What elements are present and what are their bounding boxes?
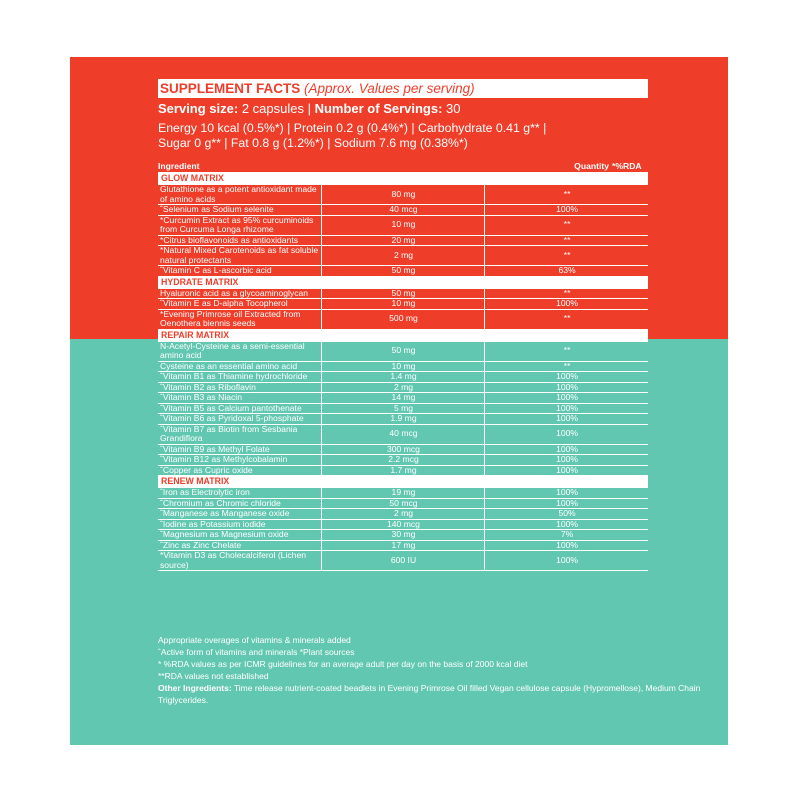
quantity-cell: 300 mcg: [321, 444, 484, 455]
quantity-cell: 50 mg: [321, 341, 484, 361]
ingredient-cell: ˆIron as Electrolytic iron: [158, 488, 321, 499]
ingredient-cell: *Vitamin D3 as Cholecalciferol (Lichen source): [158, 551, 321, 571]
rda-cell: 100%: [485, 551, 648, 571]
quantity-cell: 5 mg: [321, 403, 484, 414]
table-row: [158, 309, 648, 329]
table-row: [158, 288, 648, 299]
section-title: RENEW MATRIX: [158, 476, 648, 488]
footnote-overages: Appropriate overages of vitamins & minerals added: [158, 635, 351, 645]
nutrition-summary: [158, 121, 648, 151]
facts-subtitle: (Approx. Values per serving): [304, 81, 475, 96]
other-ingredients-text: Time release nutrient-coated beadlets in Evening Primrose Oil filled Vegan cellulose capsule (Hypromellose), Medium Chain Triglycerides.: [158, 683, 701, 705]
table-row: [158, 393, 648, 404]
section-header: [158, 329, 648, 341]
quantity-cell: 30 mg: [321, 530, 484, 541]
quantity-cell: 10 mg: [321, 215, 484, 235]
ingredient-cell: ˆChromium as Chromic chloride: [158, 498, 321, 509]
rda-cell: 100%: [485, 414, 648, 425]
serving-size-value: 2 capsules |: [238, 101, 315, 116]
rda-cell: 100%: [485, 540, 648, 551]
section-header: [158, 476, 648, 488]
table-row: [158, 382, 648, 393]
rda-cell: 100%: [485, 393, 648, 404]
table-row: [158, 205, 648, 216]
rda-cell: 100%: [485, 424, 648, 444]
rda-cell: 100%: [485, 205, 648, 216]
serving-size-label: Serving size:: [158, 101, 239, 116]
footnotes: [158, 634, 718, 706]
facts-title: SUPPLEMENT FACTS: [160, 81, 301, 96]
table-row: [158, 530, 648, 541]
nutrition-line-2: Sugar 0 g** | Fat 0.8 g (1.2%*) | Sodium 7.6 mg (0.38%*): [158, 136, 468, 150]
quantity-cell: 2.2 mcg: [321, 455, 484, 466]
servings-label: Number of Servings:: [314, 101, 443, 116]
table-row: [158, 372, 648, 383]
quantity-cell: 600 IU: [321, 551, 484, 571]
ingredient-cell: ˆManganese as Manganese oxide: [158, 509, 321, 520]
ingredient-cell: ˆVitamin B7 as Biotin from Sesbania Grandiflora: [158, 424, 321, 444]
other-ingredients: [158, 682, 718, 706]
ingredient-cell: N-Acetyl-Cysteine as a semi-essential amino acid: [158, 341, 321, 361]
rda-cell: **: [485, 361, 648, 372]
table-row: [158, 465, 648, 476]
section-header: [158, 276, 648, 288]
table-row: [158, 403, 648, 414]
quantity-cell: 50 mg: [321, 288, 484, 299]
rda-cell: **: [485, 246, 648, 266]
table-row: [158, 424, 648, 444]
quantity-cell: 50 mcg: [321, 498, 484, 509]
ingredient-cell: ˆVitamin B6 as Pyridoxal 5-phosphate: [158, 414, 321, 425]
column-ingredient: Ingredient: [158, 161, 200, 171]
ingredient-cell: ˆVitamin B5 as Calcium pantothenate: [158, 403, 321, 414]
ingredient-cell: Cysteine as an essential amino acid: [158, 361, 321, 372]
table-row: [158, 341, 648, 361]
quantity-cell: 140 mcg: [321, 519, 484, 530]
quantity-cell: 500 mg: [321, 309, 484, 329]
ingredient-cell: ˆCopper as Cupric oxide: [158, 465, 321, 476]
quantity-cell: 80 mg: [321, 185, 484, 205]
rda-cell: 100%: [485, 465, 648, 476]
table-row: [158, 455, 648, 466]
table-row: [158, 498, 648, 509]
rda-cell: 50%: [485, 509, 648, 520]
quantity-cell: 14 mg: [321, 393, 484, 404]
quantity-cell: 2 mg: [321, 509, 484, 520]
servings-value: 30: [442, 101, 461, 116]
table-row: [158, 509, 648, 520]
title-bar: [158, 79, 648, 98]
table-row: [158, 246, 648, 266]
table-row: [158, 540, 648, 551]
rda-cell: 100%: [485, 403, 648, 414]
rda-cell: 7%: [485, 530, 648, 541]
table-row: [158, 444, 648, 455]
section-title: REPAIR MATRIX: [158, 329, 648, 341]
column-rda: *%RDA: [612, 161, 642, 171]
ingredients-body: [158, 173, 648, 571]
rda-cell: 100%: [485, 498, 648, 509]
table-row: [158, 185, 648, 205]
ingredient-cell: ˆMagnesium as Magnesium oxide: [158, 530, 321, 541]
quantity-cell: 19 mg: [321, 488, 484, 499]
rda-cell: **: [485, 309, 648, 329]
quantity-cell: 40 mcg: [321, 205, 484, 216]
section-header: [158, 173, 648, 185]
rda-cell: 100%: [485, 372, 648, 383]
rda-cell: 100%: [485, 519, 648, 530]
quantity-cell: 1.4 mg: [321, 372, 484, 383]
section-title: HYDRATE MATRIX: [158, 276, 648, 288]
rda-cell: 100%: [485, 299, 648, 310]
quantity-cell: 50 mg: [321, 266, 484, 277]
rda-cell: 100%: [485, 444, 648, 455]
section-title: GLOW MATRIX: [158, 173, 648, 185]
quantity-cell: 1.9 mg: [321, 414, 484, 425]
ingredient-cell: ˆVitamin B9 as Methyl Folate: [158, 444, 321, 455]
quantity-cell: 1.7 mg: [321, 465, 484, 476]
quantity-cell: 10 mg: [321, 299, 484, 310]
ingredient-cell: ˆVitamin E as D-alpha Tocopherol: [158, 299, 321, 310]
rda-cell: **: [485, 288, 648, 299]
table-row: [158, 414, 648, 425]
quantity-cell: 2 mg: [321, 246, 484, 266]
ingredient-cell: ˆVitamin B2 as Riboflavin: [158, 382, 321, 393]
facts-content: [158, 79, 648, 571]
rda-cell: 100%: [485, 488, 648, 499]
ingredient-cell: ˆVitamin C as L-ascorbic acid: [158, 266, 321, 277]
table-row: [158, 235, 648, 246]
rda-cell: 100%: [485, 382, 648, 393]
quantity-cell: 17 mg: [321, 540, 484, 551]
ingredient-cell: ˆVitamin B12 as Methylcobalamin: [158, 455, 321, 466]
table-row: [158, 361, 648, 372]
ingredient-cell: Hyaluronic acid as a glycoaminoglycan: [158, 288, 321, 299]
ingredient-cell: *Evening Primrose oil Extracted from Oenothera biennis seeds: [158, 309, 321, 329]
ingredients-table: [158, 173, 648, 571]
quantity-cell: 10 mg: [321, 361, 484, 372]
ingredient-cell: *Citrus bioflavonoids as antioxidants: [158, 235, 321, 246]
nutrition-line-1: Energy 10 kcal (0.5%*) | Protein 0.2 g (0.4%*) | Carbohydrate 0.41 g** |: [158, 121, 547, 135]
table-row: [158, 488, 648, 499]
footnote-active-forms: ˆActive form of vitamins and minerals *Plant sources: [158, 647, 355, 657]
ingredient-cell: *Curcumin Extract as 95% curcuminoids from Curcuma Longa rhizome: [158, 215, 321, 235]
rda-cell: **: [485, 235, 648, 246]
ingredient-cell: ˆZinc as Zinc Chelate: [158, 540, 321, 551]
footnote-rda-not-established: **RDA values not established: [158, 671, 269, 681]
ingredient-cell: *Natural Mixed Carotenoids as fat soluble natural protectants: [158, 246, 321, 266]
column-quantity: Quantity: [574, 161, 609, 171]
table-header: [158, 160, 648, 173]
rda-cell: 100%: [485, 455, 648, 466]
serving-line: [158, 101, 648, 117]
table-row: [158, 519, 648, 530]
rda-cell: **: [485, 185, 648, 205]
table-row: [158, 266, 648, 277]
footnote-rda-basis: * %RDA values as per ICMR guidelines for an average adult per day on the basis of 2000 kcal diet: [158, 659, 528, 669]
quantity-cell: 20 mg: [321, 235, 484, 246]
ingredient-cell: ˆVitamin B1 as Thiamine hydrochloride: [158, 372, 321, 383]
ingredient-cell: Glutathione as a potent antioxidant made of amino acids: [158, 185, 321, 205]
rda-cell: **: [485, 341, 648, 361]
ingredient-cell: ˆSelenium as Sodium selenite: [158, 205, 321, 216]
table-row: [158, 299, 648, 310]
rda-cell: 63%: [485, 266, 648, 277]
supplement-facts-panel: [70, 57, 728, 745]
quantity-cell: 2 mg: [321, 382, 484, 393]
ingredient-cell: ˆIodine as Potassium iodide: [158, 519, 321, 530]
other-ingredients-label: Other Ingredients:: [158, 683, 232, 693]
ingredient-cell: ˆVitamin B3 as Niacin: [158, 393, 321, 404]
table-row: [158, 215, 648, 235]
rda-cell: **: [485, 215, 648, 235]
quantity-cell: 40 mcg: [321, 424, 484, 444]
table-row: [158, 551, 648, 571]
